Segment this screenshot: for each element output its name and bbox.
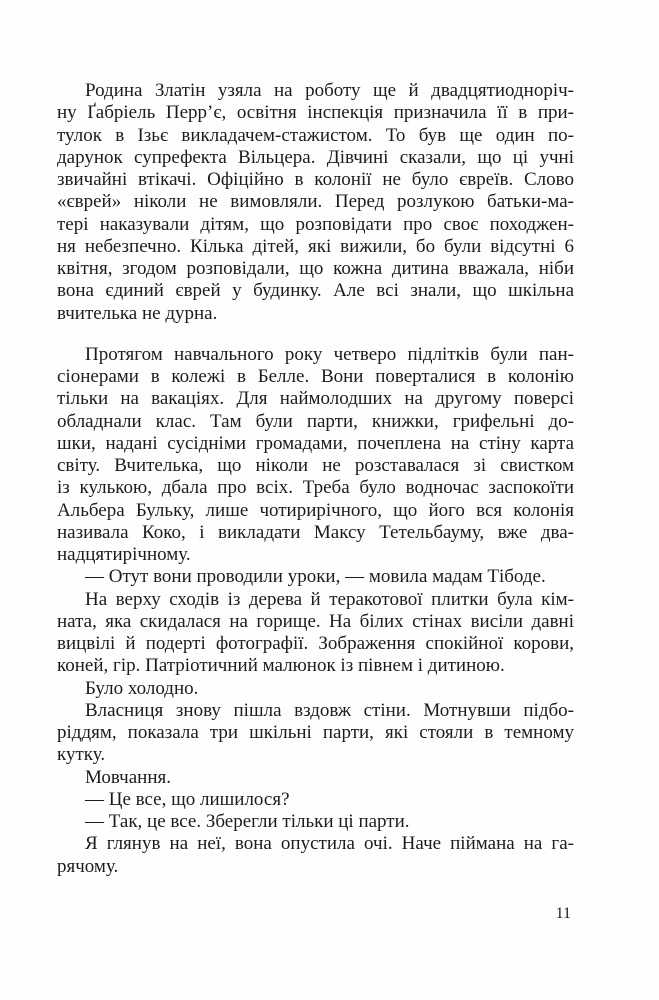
- paragraph: [57, 811, 574, 833]
- paragraph: [57, 80, 574, 325]
- text-line: ня небезпечно. Кілька дітей, які вижили, бо були відсутні 6: [57, 235, 574, 257]
- paragraph: [57, 833, 574, 878]
- paragraph: [57, 789, 574, 811]
- text-line: ріддям, показала три шкільні парти, які стояли в темному: [57, 722, 574, 743]
- text-line: Протягом навчального року четверо підлітків були пан-: [85, 343, 574, 365]
- text-line: вчителька не дурна.: [57, 302, 218, 324]
- text-line: тулок в Ізьє викладачем-стажистом. То був ще один по-: [57, 124, 574, 146]
- text-line: Я глянув на неї, вона опустила очі. Наче піймана на га-: [85, 833, 574, 855]
- paragraph: [57, 566, 574, 588]
- paragraph: [57, 344, 574, 567]
- text-line: вона єдиний єврей у будинку. Але всі знали, що шкільна: [57, 280, 574, 302]
- text-line: із кулькою, дбала про всіх. Треба було водночас заспокоїти: [57, 477, 574, 499]
- text-line: Було холодно.: [85, 677, 199, 699]
- text-line: Мовчання.: [85, 766, 171, 788]
- text-block: [57, 80, 574, 878]
- text-line: — Так, це все. Зберегли тільки ці парти.: [85, 811, 410, 832]
- text-line: ну Ґабріель Перр’є, освітня інспекція призначила її в при-: [57, 102, 574, 124]
- text-line: коней, гір. Патріотичний малюнок із півнем і дитиною.: [57, 655, 505, 677]
- text-line: надцятирічному.: [57, 544, 191, 565]
- text-line: ната, яка скидалася на горище. На білих стінах висіли давні: [57, 610, 574, 632]
- text-line: Родина Златін узяла на роботу ще й двадцятиодноріч-: [85, 80, 574, 101]
- text-line: кутку.: [57, 744, 106, 766]
- text-line: тільки на вакаціях. Для наймолодших на другому поверсі: [57, 388, 574, 410]
- page-footer: [57, 905, 571, 923]
- text-line: вицвілі й подерті фотографії. Зображення спокійної корови,: [57, 633, 574, 654]
- paragraph: [57, 767, 574, 789]
- text-line: шки, надані сусідніми громадами, почеплена на стіну карта: [57, 432, 574, 454]
- paragraph: [57, 589, 574, 678]
- text-line: світу. Вчителька, що ніколи не розставалася зі свистком: [57, 455, 574, 476]
- text-line: Альбера Бульку, лише чотирирічного, що його вся колонія: [57, 499, 574, 521]
- text-line: — Це все, що лишилося?: [85, 788, 290, 810]
- text-line: На верху сходів із дерева й теракотової плитки була кім-: [85, 588, 574, 610]
- text-line: називала Коко, і викладати Максу Тетельбауму, вже два-: [57, 521, 574, 543]
- text-line: звичайні втікачі. Офіційно в колонії не було євреїв. Слово: [57, 169, 574, 190]
- text-line: рячому.: [57, 855, 119, 877]
- text-line: тері наказували дітям, що розповідати про своє походжен-: [57, 213, 574, 235]
- paragraph: [57, 700, 574, 767]
- text-line: «єврей» ніколи не вимовляли. Перед розлукою батьки-ма-: [57, 191, 574, 213]
- text-line: сіонерами в колежі в Белле. Вони поверталися в колонію: [57, 366, 574, 387]
- page-number: 11: [555, 905, 571, 922]
- text-line: дарунок супрефекта Вільцера. Дівчині сказали, що ці учні: [57, 146, 574, 168]
- text-line: квітня, згодом розповідали, що кожна дитина вважала, ніби: [57, 258, 574, 279]
- text-line: — Отут вони проводили уроки, — мовила мадам Тібоде.: [85, 566, 546, 588]
- text-line: Власниця знову пішла вздовж стіни. Мотнувши підбо-: [85, 699, 574, 721]
- text-line: обладнали клас. Там були парти, книжки, грифельні до-: [57, 410, 574, 432]
- paragraph: [57, 678, 574, 700]
